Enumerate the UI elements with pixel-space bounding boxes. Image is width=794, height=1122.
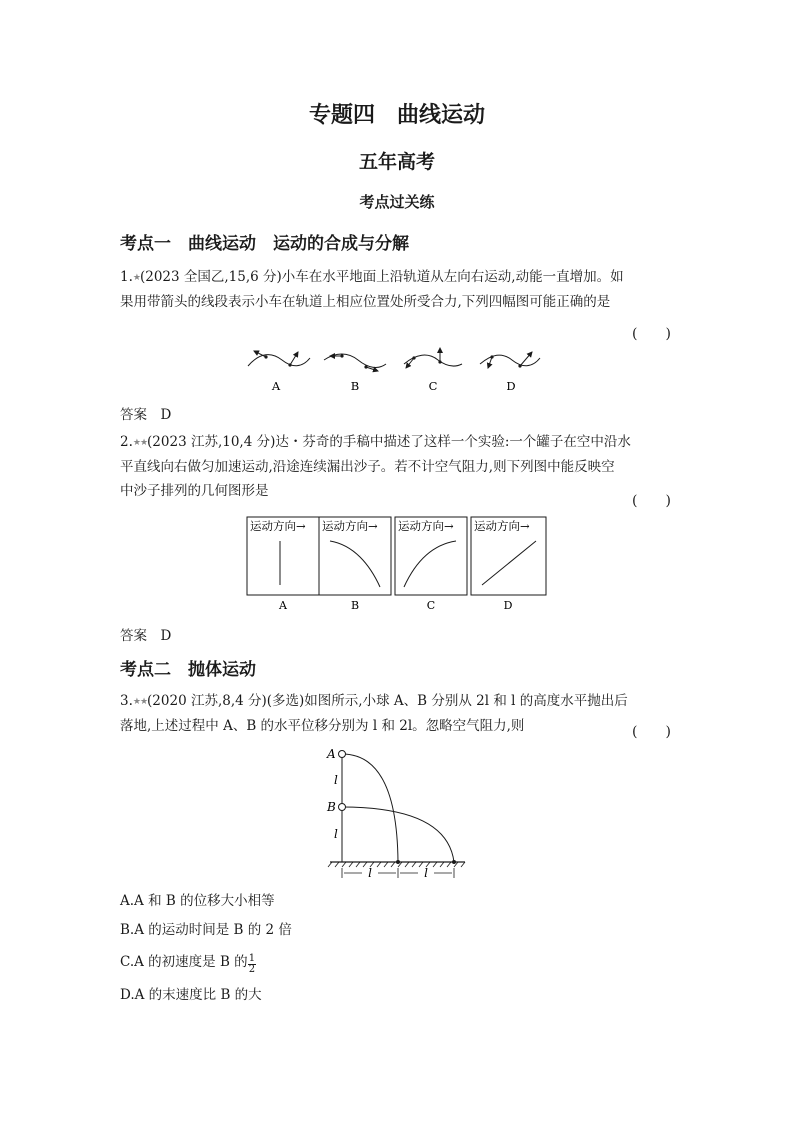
option-d-track-figure <box>480 352 540 368</box>
question-2-line-3: 中沙子排列的几何图形是 <box>120 483 269 499</box>
motion-direction-label: 运动方向→ <box>322 519 378 533</box>
answer-value: D <box>160 628 172 644</box>
projectile-figure <box>322 742 472 882</box>
question-2-line-2: 平直线向右做匀加速运动,沿途连续漏出沙子。若不计空气阻力,则下列图中能反映空 <box>120 459 615 475</box>
section-2-title: 考点二 抛体运动 <box>120 660 256 680</box>
option-b[interactable]: B.A 的运动时间是 B 的 2 倍 <box>120 922 292 938</box>
page-subtitle: 五年高考 <box>358 151 435 173</box>
option-b-track-figure <box>324 354 386 371</box>
answer-label: 答案 <box>120 628 147 644</box>
motion-direction-label: 运动方向→ <box>250 519 306 533</box>
answer-label: 答案 <box>120 407 147 423</box>
option-d[interactable]: D.A 的末速度比 B 的大 <box>120 987 262 1003</box>
question-1-figures <box>240 346 560 396</box>
question-2-answer <box>120 624 171 644</box>
option-c-label: C <box>426 599 436 612</box>
distance-segment-label: l <box>368 866 372 880</box>
difficulty-star-icon: ★★ <box>132 438 148 448</box>
motion-direction-label: 运动方向→ <box>474 519 530 533</box>
option-b-label: B <box>350 379 360 393</box>
question-3-number: 3. <box>120 693 133 709</box>
height-segment-label: l <box>334 773 338 787</box>
page-subtitle-2: 考点过关练 <box>359 193 435 211</box>
option-d-label: D <box>503 599 513 612</box>
question-3-answer-blank: ( ) <box>632 724 671 740</box>
answer-value: D <box>160 407 172 423</box>
question-3-line-2: 落地,上述过程中 A、B 的水平位移分别为 l 和 2l。忽略空气阻力,则 <box>120 718 525 734</box>
question-2-text-1: (2023 江苏,10,4 分)达・芬奇的手稿中描述了这样一个实验:一个罐子在空中沿水 <box>147 434 631 450</box>
question-3-text-1: (2020 江苏,8,4 分)(多选)如图所示,小球 A、B 分别从 2l 和 l 的高度水平抛出后 <box>147 693 628 709</box>
question-2-answer-blank: ( ) <box>632 493 671 509</box>
question-2-figures <box>244 515 549 615</box>
question-2-number: 2. <box>120 434 133 450</box>
option-c-sand-figure <box>395 517 467 595</box>
option-a-track-figure <box>248 351 310 367</box>
difficulty-star-icon: ★★ <box>132 697 148 707</box>
option-a-sand-figure <box>247 517 319 595</box>
section-1-title: 考点一 曲线运动 运动的合成与分解 <box>120 234 409 254</box>
difficulty-star-icon: ★ <box>132 273 140 283</box>
option-a[interactable]: A.A 和 B 的位移大小相等 <box>120 893 275 909</box>
motion-direction-label: 运动方向→ <box>398 519 454 533</box>
option-a-label: A <box>279 599 287 612</box>
option-c-label: C <box>428 379 438 393</box>
question-1-answer <box>120 403 171 423</box>
page-title: 专题四 曲线运动 <box>308 103 485 128</box>
question-1-number: 1. <box>120 269 133 285</box>
point-b-label: B <box>327 800 336 814</box>
option-d-sand-figure <box>471 517 546 595</box>
question-1-text-1: (2023 全国乙,15,6 分)小车在水平地面上沿轨道从左向右运动,动能一直增加。如 <box>139 269 624 285</box>
height-segment-label: l <box>334 827 338 841</box>
question-1-line-1 <box>120 265 680 290</box>
option-c[interactable] <box>120 950 256 975</box>
question-3 <box>120 689 680 738</box>
question-2-line-1 <box>120 430 680 455</box>
question-1 <box>120 265 680 314</box>
question-1-line-2: 果用带箭头的线段表示小车在轨道上相应位置处所受合力,下列四幅图可能正确的是 <box>120 294 611 310</box>
option-c-text: C.A 的初速度是 B 的 <box>120 954 248 970</box>
point-a-label: A <box>327 747 336 761</box>
question-3-line-1 <box>120 689 680 714</box>
fraction-denominator: 2 <box>248 964 256 975</box>
option-d-label: D <box>506 379 516 393</box>
fraction-numerator: 1 <box>248 953 256 964</box>
option-b-sand-figure <box>319 517 391 595</box>
question-2 <box>120 430 680 503</box>
fraction-one-half <box>248 954 256 975</box>
option-c-track-figure <box>404 348 462 368</box>
option-b-label: B <box>350 599 360 612</box>
option-a-label: A <box>271 379 281 393</box>
question-1-answer-blank: ( ) <box>632 326 671 342</box>
distance-segment-label: l <box>424 866 428 880</box>
